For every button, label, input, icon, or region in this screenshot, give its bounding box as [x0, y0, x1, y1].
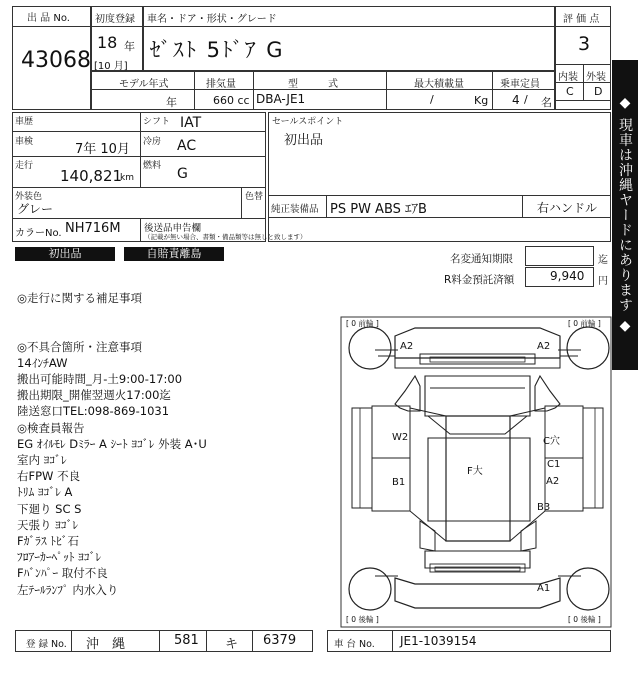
after-note: （記載が無い場合、書類・備品類等は無しと致します） [144, 233, 307, 241]
color-no-label: カラーNo. [15, 228, 62, 239]
wheel-rr-label: [ 0 後輪 ] [568, 615, 601, 624]
model-year-label: モデル年式 [119, 79, 169, 90]
recycle-value: 9,940 [550, 269, 585, 283]
chassis-no: JE1-1039154 [400, 634, 477, 648]
wheel-fl-label: [ 0 前輪 ] [346, 319, 379, 328]
displacement-value: 660 cc [213, 94, 250, 107]
mark-f-large: F大 [467, 466, 483, 477]
location-banner: ◆ 現車は沖縄ヤードにあります ◆ [612, 60, 638, 370]
history-label: 車歴 [15, 117, 34, 127]
model-year-unit: 年 [166, 96, 177, 109]
load-unit: Kg [474, 94, 489, 107]
model-code: DBA-JE1 [256, 92, 306, 106]
load-value: / [430, 93, 434, 106]
note-line: 搬出可能時間_月-土9:00-17:00 [17, 372, 183, 387]
note-line: Fｶﾞﾗｽ ﾄﾋﾞ石 [17, 534, 80, 549]
reg-month: [10 月] [94, 61, 128, 72]
mark-c1: C1 [547, 459, 561, 470]
note-line: 天張り ﾖｺﾞﾚ [17, 517, 79, 532]
note-line: EG ｵｲﾙﾓﾚ Dﾐﾗｰ A ｼｰﾄ ﾖｺﾞﾚ 外装 A･U [17, 436, 207, 451]
after-label: 後送品申告欄 [144, 223, 202, 234]
name-change-field [525, 246, 594, 266]
recycle-unit: 円 [598, 276, 608, 287]
shift-label: シフト [143, 117, 171, 127]
ext-color-label: 外装色 [15, 192, 43, 202]
note-line: 14ｲﾝﾁAW [17, 355, 68, 370]
note-line: 右FPW 不良 [17, 469, 81, 484]
ext-color-value: グレー [17, 202, 54, 216]
note-line: 陸送窓口TEL:098-869-1031 [17, 404, 170, 419]
note-line: ◎不具合箇所・注意事項 [17, 339, 143, 354]
type-label: 型 式 [288, 79, 338, 90]
wheel-fr-label: [ 0 前輪 ] [568, 319, 601, 328]
region: 沖 縄 [86, 637, 126, 652]
first-listing-tag: 初出品 [15, 247, 115, 261]
mark-a2-right: A2 [546, 476, 560, 487]
plate-no: 6379 [263, 633, 297, 648]
equip-label: 純正装備品 [271, 204, 319, 215]
class-no: 581 [174, 633, 199, 648]
mark-a2-front-left: A2 [400, 341, 414, 352]
load-label: 最大積載量 [414, 79, 464, 90]
note-line: Fﾊﾞﾝﾊﾟｰ 取付不良 [17, 566, 108, 581]
mileage-label: 走行 [15, 161, 34, 171]
reg-year-unit: 年 [124, 40, 135, 53]
sales-label: セールスポイント [272, 117, 344, 127]
exterior-grade: D [594, 85, 603, 98]
note-line [17, 306, 337, 322]
wheel-icon [567, 327, 609, 369]
sales-text: 初出品 [284, 133, 324, 148]
fuel-label: 燃料 [143, 161, 162, 171]
inspection-notes [17, 290, 337, 598]
mark-a2-front-right: A2 [537, 341, 551, 352]
displacement-label: 排気量 [206, 79, 236, 90]
score-label: 評 価 点 [563, 14, 600, 25]
capacity-sep: / [524, 93, 528, 106]
mark-c-hole: C穴 [543, 436, 560, 447]
note-line: 下廻り SC S [17, 501, 82, 516]
mark-w2: W2 [392, 432, 409, 443]
reg-no-label: 登 録 No. [26, 639, 67, 650]
capacity-label: 乗車定員 [500, 79, 540, 90]
name-label: 車名・ドア・形状・グレード [147, 14, 277, 25]
note-line: 左ﾃｰﾙﾗﾝﾌﾟ 内水入り [17, 582, 119, 597]
fuel-value: G [177, 166, 188, 182]
mileage-unit: km [120, 173, 134, 183]
mark-b1: B1 [392, 477, 406, 488]
capacity-value: 4 [512, 93, 520, 107]
roof-outline [446, 416, 510, 541]
mileage-value: 140,821 [60, 167, 123, 185]
repaint-label: 色替 [245, 192, 264, 202]
wheel-icon [349, 568, 391, 610]
mark-a1: A1 [537, 583, 551, 594]
lot-number: 43068 [21, 48, 91, 73]
note-line: 室内 ﾖｺﾞﾚ [17, 453, 67, 468]
reg-label: 初度登録 [95, 14, 135, 25]
name-change-unit: 迄 [598, 255, 608, 266]
inspection-value: 7年 10月 [75, 142, 130, 157]
color-no-value: NH716M [65, 221, 121, 236]
ac-label: 冷房 [143, 137, 162, 147]
note-line: ﾌﾛｱｰｶｰﾍﾟｯﾄ ﾖｺﾞﾚ [17, 550, 102, 565]
lot-label: 出 品 No. [27, 13, 70, 24]
wheel-rl-label: [ 0 後輪 ] [346, 615, 379, 624]
handle-value: 右ハンドル [537, 201, 598, 215]
wheel-icon [567, 568, 609, 610]
inspection-label: 車検 [15, 137, 34, 147]
mark-b3: B3 [537, 502, 551, 513]
note-line: ﾄﾘﾑ ﾖｺﾞﾚ A [17, 485, 73, 500]
car-name: ｾﾞｽﾄ 5ﾄﾞｱ G [150, 38, 285, 62]
name-change-label: 名変通知期限 [450, 253, 513, 265]
ac-value: AC [177, 138, 197, 154]
note-line: 搬出期限_開催翌週火17:00迄 [17, 388, 171, 403]
reg-year: 18 [97, 33, 118, 52]
exterior-label: 外装 [586, 72, 606, 83]
equip-value: PS PW ABS ｴｱB [330, 202, 427, 217]
score-value: 3 [578, 33, 591, 55]
wheel-icon [349, 327, 391, 369]
rear-bumper-outline [395, 578, 560, 608]
note-line: ◎走行に関する補足事項 [17, 291, 143, 305]
interior-grade: C [566, 85, 574, 98]
note-line: ◎検査員報告 [17, 420, 85, 435]
note-line [17, 322, 337, 338]
self-pay-tag: 自賠責離島 [124, 247, 224, 261]
shift-value: IAT [180, 115, 202, 131]
chassis-label: 車 台 No. [334, 639, 375, 650]
interior-label: 内装 [558, 72, 578, 83]
capacity-unit: 名 [541, 96, 552, 109]
kana: キ [225, 637, 239, 652]
recycle-label: R料金預託済額 [444, 274, 515, 286]
